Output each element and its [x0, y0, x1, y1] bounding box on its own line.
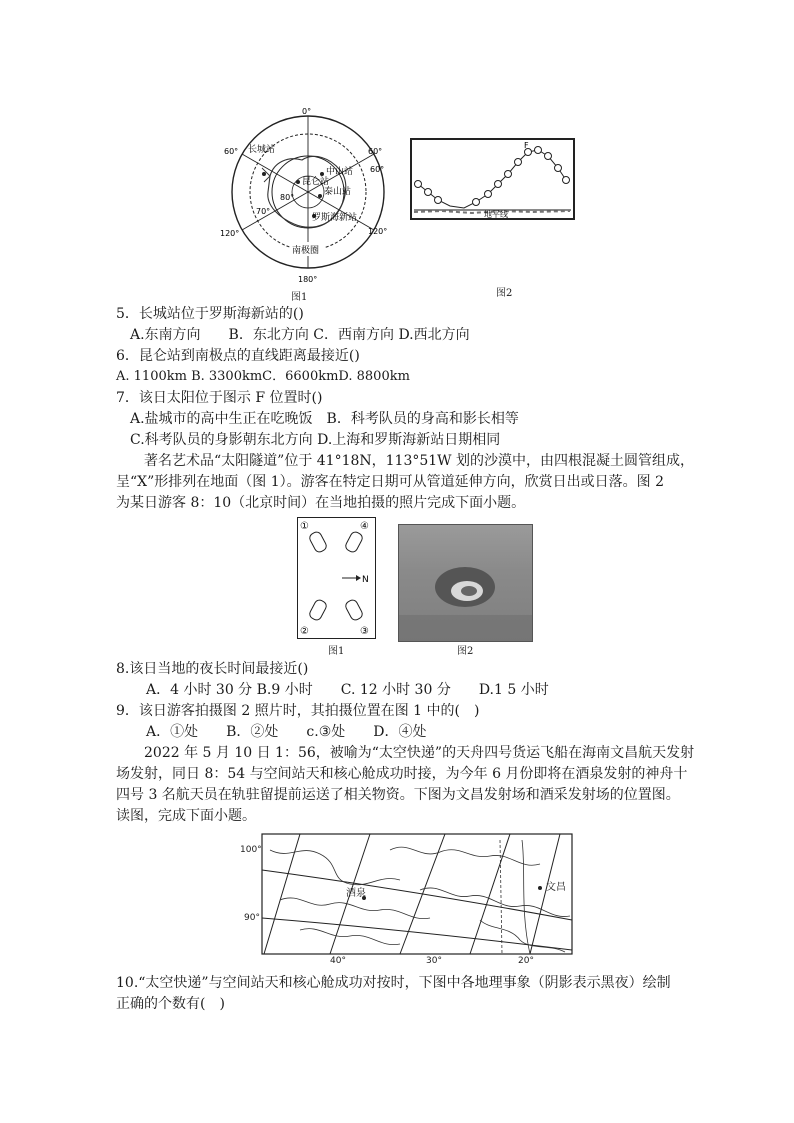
figure3-caption1: 图1 [328, 646, 345, 657]
q6-options: A. 1100km B. 3300kmC．6600kmD. 8800km [116, 369, 410, 384]
passage2-line3: 四号 3 名航天员在轨驻留提前运送了相关物资。下图为文昌发射场和酒采发射场的位置图。 [116, 787, 680, 803]
q9-options: A．①处 B．②处 c.③处 D．④处 [146, 724, 427, 740]
lat-label-70: 70° [256, 207, 271, 216]
lon-label-30: 30° [426, 956, 442, 964]
passage1-line1: 著名艺术品“太阳隧道”位于 41°18N，113°51W 划的沙漠中，由四根混凝土圆管组成， [144, 453, 695, 469]
position-3: ③ [360, 626, 369, 637]
figure2-caption: 图2 [496, 288, 513, 299]
lon-label-ll: 120° [220, 229, 240, 238]
q6-stem: 6．昆仑站到南极点的直线距离最接近() [116, 348, 360, 364]
passage1-line3: 为某日游客 8：10（北京时间）在当地拍摄的照片完成下面小题。 [116, 495, 526, 511]
lon-label-ul: 60° [224, 147, 239, 156]
q7-stem: 7．该日太阳位于图示 F 位置时() [116, 390, 323, 406]
lon-label-ur: 60° [368, 147, 383, 156]
sun-tunnel-layout [297, 517, 376, 639]
position-2: ② [300, 626, 309, 637]
antarctic-polar-map [218, 104, 398, 284]
q8-stem: 8.该日当地的夜长时间最接近() [116, 661, 309, 677]
passage2-line1: 2022 年 5 月 10 日 1：56，被喻为“太空快递”的天舟四号货运飞船在海南文昌航天发射 [144, 745, 695, 761]
position-1: ① [300, 521, 309, 532]
lat-label-90: 90° [244, 913, 260, 923]
lon-label-40: 40° [330, 956, 346, 964]
q8-options: A．4 小时 30 分 B.9 小时 C. 12 小时 30 分 D.1 5 小时 [146, 682, 549, 698]
south-pole-circle-label: 南极圈 [292, 246, 320, 256]
lon-label-top: 0° [302, 107, 312, 116]
figure1-caption: 图1 [291, 292, 308, 303]
figure3-caption2: 图2 [457, 646, 474, 657]
passage1-line2: 呈“X”形排列在地面（图 1）。游客在特定日期可从管道延伸方向，欣赏日出或日落。图 2 [116, 474, 664, 490]
station-zhongshan: 中山站 [326, 167, 354, 177]
jiuquan-label: 酒泉 [346, 888, 366, 899]
station-rossnew: 罗斯海新站 [312, 213, 358, 223]
passage2-line2: 场发射，同日 8：54 与空间站天和核心舱成功时接，为今年 6 月份即将在酒泉发射的神舟十 [116, 766, 688, 782]
north-label: N [362, 575, 369, 585]
wenchang-label: 文昌 [546, 882, 566, 893]
lat-label-80: 80° [280, 193, 295, 202]
q10-line1: 10.“太空快递”与空间站天和核心舱成功对按时，下图中各地理事象（阴影表示黑夜）绘制 [116, 975, 671, 991]
q7-option-ab: A.盐城市的高中生正在吃晚饭 B．科考队员的身高和影长相等 [130, 411, 519, 427]
lat-label-100: 100° [240, 845, 262, 855]
point-f-label: F [524, 141, 529, 150]
position-4: ④ [360, 521, 369, 532]
q10-line2: 正确的个数有( ) [116, 996, 225, 1012]
sun-path-figure [410, 138, 575, 220]
station-kunlun: 昆仑站 [302, 177, 330, 187]
station-taishan: 泰山站 [324, 187, 352, 197]
lon-label-ur2: 60° [370, 165, 385, 174]
passage2-line4: 读图，完成下面小题。 [116, 808, 256, 824]
launch-site-map [240, 830, 576, 964]
lon-label-lr: 120° [368, 227, 388, 236]
station-changcheng: 长城站 [248, 145, 276, 155]
lon-label-20: 20° [518, 956, 534, 964]
q9-stem: 9．该日游客拍摄图 2 照片时，其拍摄位置在图 1 中的( ) [116, 703, 480, 719]
horizon-label: 地平线 [484, 210, 508, 218]
q7-option-cd: C.科考队员的身影朝东北方向 D.上海和罗斯海新站日期相同 [130, 432, 501, 448]
tunnel-photo [398, 524, 533, 642]
q5-options: A.东南方向 B．东北方向 C．西南方向 D.西北方向 [130, 327, 470, 343]
lon-label-bottom: 180° [298, 275, 318, 284]
q5-stem: 5．长城站位于罗斯海新站的() [116, 306, 304, 322]
